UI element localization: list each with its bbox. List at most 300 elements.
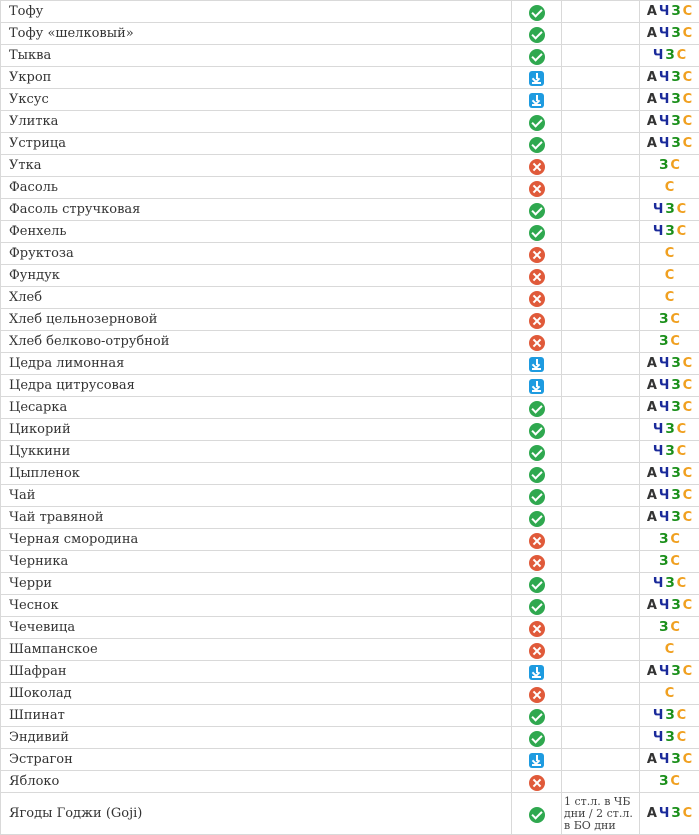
portion-note xyxy=(562,155,640,177)
phase-letter: С xyxy=(683,752,693,767)
phase-letter: С xyxy=(665,268,675,283)
phase-letter: А xyxy=(647,70,657,85)
status-cell xyxy=(512,485,562,507)
phase-letter: З xyxy=(659,532,668,547)
phase-letter: А xyxy=(647,26,657,41)
food-name: Эстрагон xyxy=(1,749,512,771)
phase-letter: Ч xyxy=(659,752,670,767)
food-name: Тофу xyxy=(1,1,512,23)
status-cell xyxy=(512,705,562,727)
table-row xyxy=(1,397,699,419)
status-cell xyxy=(512,397,562,419)
table-row xyxy=(1,23,699,45)
phase-letter: С xyxy=(670,620,680,635)
food-name: Фундук xyxy=(1,265,512,287)
cross-circle-icon xyxy=(529,533,545,549)
phase-letter: З xyxy=(671,114,680,129)
phase-letters xyxy=(640,331,699,353)
phase-letter: С xyxy=(677,708,687,723)
phase-letters xyxy=(640,617,699,639)
phase-letters xyxy=(640,221,699,243)
phase-letters xyxy=(640,111,699,133)
phase-letter: З xyxy=(671,400,680,415)
phase-letter: С xyxy=(683,664,693,679)
phase-letter: А xyxy=(647,4,657,19)
phase-letter: Ч xyxy=(659,598,670,613)
food-name: Цыпленок xyxy=(1,463,512,485)
food-name: Эндивий xyxy=(1,727,512,749)
food-name: Фруктоза xyxy=(1,243,512,265)
phase-letter: З xyxy=(665,224,674,239)
phase-letter: З xyxy=(665,730,674,745)
portion-note xyxy=(562,133,640,155)
table-row xyxy=(1,45,699,67)
phase-letter: С xyxy=(683,92,693,107)
table-row xyxy=(1,639,699,661)
cross-circle-icon xyxy=(529,313,545,329)
check-circle-icon xyxy=(529,5,545,21)
phase-letters xyxy=(640,771,699,793)
phase-letter: С xyxy=(670,554,680,569)
phase-letter: С xyxy=(677,48,687,63)
phase-letters xyxy=(640,793,699,835)
phase-letter: Ч xyxy=(653,708,664,723)
food-name: Яблоко xyxy=(1,771,512,793)
phase-letters xyxy=(640,441,699,463)
phase-letter: З xyxy=(671,752,680,767)
table-row xyxy=(1,331,699,353)
table-row xyxy=(1,353,699,375)
status-cell xyxy=(512,287,562,309)
table-row xyxy=(1,727,699,749)
phase-letter: Ч xyxy=(659,378,670,393)
portion-note xyxy=(562,287,640,309)
portion-note xyxy=(562,89,640,111)
table-row xyxy=(1,771,699,793)
phase-letter: А xyxy=(647,598,657,613)
portion-note xyxy=(562,199,640,221)
portion-note xyxy=(562,353,640,375)
check-circle-icon xyxy=(529,49,545,65)
food-name: Утка xyxy=(1,155,512,177)
status-cell xyxy=(512,375,562,397)
phase-letter: Ч xyxy=(653,576,664,591)
table-row xyxy=(1,177,699,199)
phase-letter: С xyxy=(683,26,693,41)
food-table-body xyxy=(1,1,699,835)
food-name: Цесарка xyxy=(1,397,512,419)
status-cell xyxy=(512,155,562,177)
portion-note xyxy=(562,419,640,441)
phase-letters xyxy=(640,133,699,155)
phase-letter: С xyxy=(665,246,675,261)
portion-note xyxy=(562,45,640,67)
phase-letter: Ч xyxy=(659,664,670,679)
phase-letter: Ч xyxy=(653,422,664,437)
phase-letter: А xyxy=(647,664,657,679)
phase-letter: С xyxy=(670,774,680,789)
phase-letter: Ч xyxy=(659,136,670,151)
portion-note xyxy=(562,617,640,639)
food-name: Хлеб xyxy=(1,287,512,309)
food-name: Цедра цитрусовая xyxy=(1,375,512,397)
phase-letter: Ч xyxy=(659,510,670,525)
food-name: Черная смородина xyxy=(1,529,512,551)
check-circle-icon xyxy=(529,401,545,417)
status-cell xyxy=(512,221,562,243)
phase-letters xyxy=(640,749,699,771)
phase-letter: З xyxy=(671,488,680,503)
phase-letter: Ч xyxy=(659,26,670,41)
cross-circle-icon xyxy=(529,687,545,703)
table-row xyxy=(1,243,699,265)
phase-letter: С xyxy=(670,312,680,327)
food-name: Чеснок xyxy=(1,595,512,617)
phase-letters xyxy=(640,639,699,661)
phase-letter: С xyxy=(665,290,675,305)
food-name: Уксус xyxy=(1,89,512,111)
phase-letter: З xyxy=(665,708,674,723)
phase-letter: С xyxy=(665,686,675,701)
food-name: Шампанское xyxy=(1,639,512,661)
phase-letter: Ч xyxy=(659,466,670,481)
phase-letters xyxy=(640,287,699,309)
status-cell xyxy=(512,551,562,573)
portion-note: 1 ст.л. в ЧБ дни / 2 ст.л. в БО дни xyxy=(562,793,640,835)
phase-letter: Ч xyxy=(653,48,664,63)
phase-letter: А xyxy=(647,806,657,821)
table-row xyxy=(1,419,699,441)
phase-letter: С xyxy=(670,532,680,547)
portion-note xyxy=(562,243,640,265)
portion-note xyxy=(562,265,640,287)
phase-letters xyxy=(640,353,699,375)
check-circle-icon xyxy=(529,489,545,505)
download-icon xyxy=(529,357,544,372)
status-cell xyxy=(512,683,562,705)
cross-circle-icon xyxy=(529,335,545,351)
phase-letter: З xyxy=(659,774,668,789)
portion-note xyxy=(562,111,640,133)
phase-letter: Ч xyxy=(659,92,670,107)
phase-letter: З xyxy=(659,554,668,569)
table-row xyxy=(1,551,699,573)
portion-note xyxy=(562,23,640,45)
phase-letter: С xyxy=(683,466,693,481)
cross-circle-icon xyxy=(529,159,545,175)
portion-note xyxy=(562,661,640,683)
portion-note xyxy=(562,573,640,595)
status-cell xyxy=(512,573,562,595)
phase-letters xyxy=(640,45,699,67)
status-cell xyxy=(512,353,562,375)
food-name: Цикорий xyxy=(1,419,512,441)
phase-letter: А xyxy=(647,466,657,481)
table-row xyxy=(1,793,699,835)
status-cell xyxy=(512,463,562,485)
phase-letter: С xyxy=(677,224,687,239)
food-name: Чай xyxy=(1,485,512,507)
portion-note xyxy=(562,441,640,463)
phase-letter: Ч xyxy=(659,4,670,19)
portion-note xyxy=(562,529,640,551)
phase-letters xyxy=(640,683,699,705)
download-icon xyxy=(529,93,544,108)
food-name: Тофу «шелковый» xyxy=(1,23,512,45)
check-circle-icon xyxy=(529,731,545,747)
download-icon xyxy=(529,71,544,86)
portion-note xyxy=(562,485,640,507)
phase-letter: А xyxy=(647,400,657,415)
phase-letter: С xyxy=(683,114,693,129)
portion-note xyxy=(562,595,640,617)
table-row xyxy=(1,199,699,221)
phase-letter: С xyxy=(683,356,693,371)
check-circle-icon xyxy=(529,445,545,461)
portion-note xyxy=(562,463,640,485)
table-row xyxy=(1,683,699,705)
status-cell xyxy=(512,45,562,67)
portion-note xyxy=(562,309,640,331)
phase-letter: Ч xyxy=(659,114,670,129)
portion-note xyxy=(562,683,640,705)
status-cell xyxy=(512,111,562,133)
food-name: Чечевица xyxy=(1,617,512,639)
phase-letter: З xyxy=(671,378,680,393)
food-name: Черри xyxy=(1,573,512,595)
phase-letter: С xyxy=(670,334,680,349)
phase-letter: С xyxy=(665,180,675,195)
food-name: Фенхель xyxy=(1,221,512,243)
phase-letter: А xyxy=(647,114,657,129)
phase-letter: З xyxy=(659,334,668,349)
phase-letters xyxy=(640,397,699,419)
check-circle-icon xyxy=(529,709,545,725)
phase-letter: С xyxy=(683,70,693,85)
table-row xyxy=(1,507,699,529)
phase-letters xyxy=(640,67,699,89)
phase-letters xyxy=(640,23,699,45)
table-row xyxy=(1,221,699,243)
table-row xyxy=(1,661,699,683)
table-row xyxy=(1,749,699,771)
food-name: Шпинат xyxy=(1,705,512,727)
status-cell xyxy=(512,727,562,749)
phase-letter: С xyxy=(677,576,687,591)
food-name: Фасоль стручковая xyxy=(1,199,512,221)
phase-letter: А xyxy=(647,136,657,151)
table-row xyxy=(1,265,699,287)
phase-letter: З xyxy=(671,4,680,19)
table-row xyxy=(1,705,699,727)
food-name: Фасоль xyxy=(1,177,512,199)
portion-note xyxy=(562,1,640,23)
cross-circle-icon xyxy=(529,181,545,197)
phase-letter: С xyxy=(683,598,693,613)
phase-letter: С xyxy=(683,806,693,821)
phase-letter: С xyxy=(665,642,675,657)
food-name: Хлеб белково-отрубной xyxy=(1,331,512,353)
check-circle-icon xyxy=(529,225,545,241)
table-row xyxy=(1,287,699,309)
phase-letter: С xyxy=(670,158,680,173)
download-icon xyxy=(529,379,544,394)
phase-letter: Ч xyxy=(653,444,664,459)
table-row xyxy=(1,595,699,617)
status-cell xyxy=(512,89,562,111)
food-name: Черника xyxy=(1,551,512,573)
food-name: Ягоды Годжи (Goji) xyxy=(1,793,512,835)
phase-letter: З xyxy=(665,48,674,63)
phase-letter: Ч xyxy=(653,202,664,217)
status-cell xyxy=(512,771,562,793)
table-row xyxy=(1,111,699,133)
cross-circle-icon xyxy=(529,643,545,659)
status-cell xyxy=(512,23,562,45)
phase-letter: З xyxy=(665,202,674,217)
food-name: Тыква xyxy=(1,45,512,67)
status-cell xyxy=(512,243,562,265)
phase-letter: С xyxy=(677,422,687,437)
portion-note xyxy=(562,375,640,397)
food-name: Шафран xyxy=(1,661,512,683)
portion-note xyxy=(562,177,640,199)
phase-letter: З xyxy=(665,444,674,459)
phase-letter: Ч xyxy=(659,70,670,85)
phase-letter: А xyxy=(647,510,657,525)
phase-letter: З xyxy=(671,92,680,107)
phase-letters xyxy=(640,1,699,23)
status-cell xyxy=(512,309,562,331)
phase-letters xyxy=(640,529,699,551)
portion-note xyxy=(562,749,640,771)
table-row xyxy=(1,375,699,397)
phase-letters xyxy=(640,661,699,683)
portion-note xyxy=(562,67,640,89)
phase-letter: Ч xyxy=(659,356,670,371)
status-cell xyxy=(512,595,562,617)
phase-letters xyxy=(640,727,699,749)
phase-letter: З xyxy=(671,806,680,821)
phase-letter: З xyxy=(659,312,668,327)
phase-letter: З xyxy=(659,620,668,635)
phase-letter: З xyxy=(665,576,674,591)
phase-letters xyxy=(640,375,699,397)
phase-letters xyxy=(640,155,699,177)
phase-letters xyxy=(640,705,699,727)
status-cell xyxy=(512,639,562,661)
status-cell xyxy=(512,749,562,771)
phase-letter: С xyxy=(683,378,693,393)
cross-circle-icon xyxy=(529,775,545,791)
food-name: Цуккини xyxy=(1,441,512,463)
phase-letter: З xyxy=(671,598,680,613)
phase-letter: С xyxy=(683,136,693,151)
phase-letter: Ч xyxy=(659,400,670,415)
phase-letter: З xyxy=(671,26,680,41)
check-circle-icon xyxy=(529,577,545,593)
phase-letters xyxy=(640,419,699,441)
table-row xyxy=(1,441,699,463)
phase-letter: С xyxy=(683,488,693,503)
table-row xyxy=(1,529,699,551)
food-name: Чай травяной xyxy=(1,507,512,529)
download-icon xyxy=(529,753,544,768)
phase-letters xyxy=(640,309,699,331)
status-cell xyxy=(512,331,562,353)
phase-letter: А xyxy=(647,378,657,393)
status-cell xyxy=(512,133,562,155)
portion-note xyxy=(562,727,640,749)
phase-letters xyxy=(640,595,699,617)
phase-letter: С xyxy=(683,4,693,19)
check-circle-icon xyxy=(529,511,545,527)
check-circle-icon xyxy=(529,27,545,43)
phase-letter: З xyxy=(671,466,680,481)
table-row xyxy=(1,133,699,155)
table-row xyxy=(1,67,699,89)
status-cell xyxy=(512,661,562,683)
table-row xyxy=(1,89,699,111)
phase-letter: З xyxy=(665,422,674,437)
status-cell xyxy=(512,507,562,529)
phase-letter: З xyxy=(671,356,680,371)
phase-letter: Ч xyxy=(659,806,670,821)
status-cell xyxy=(512,529,562,551)
portion-note xyxy=(562,705,640,727)
food-name: Шоколад xyxy=(1,683,512,705)
portion-note xyxy=(562,771,640,793)
table-row xyxy=(1,617,699,639)
table-row xyxy=(1,485,699,507)
table-row xyxy=(1,155,699,177)
check-circle-icon xyxy=(529,137,545,153)
phase-letter: З xyxy=(671,70,680,85)
phase-letters xyxy=(640,199,699,221)
status-cell xyxy=(512,265,562,287)
phase-letters xyxy=(640,265,699,287)
cross-circle-icon xyxy=(529,621,545,637)
status-cell xyxy=(512,67,562,89)
phase-letters xyxy=(640,551,699,573)
portion-note xyxy=(562,331,640,353)
phase-letter: А xyxy=(647,356,657,371)
phase-letter: З xyxy=(671,510,680,525)
check-circle-icon xyxy=(529,467,545,483)
cross-circle-icon xyxy=(529,269,545,285)
food-name: Улитка xyxy=(1,111,512,133)
phase-letter: А xyxy=(647,488,657,503)
food-name: Устрица xyxy=(1,133,512,155)
portion-note xyxy=(562,221,640,243)
status-cell xyxy=(512,617,562,639)
phase-letter: З xyxy=(671,664,680,679)
portion-note xyxy=(562,507,640,529)
food-name: Укроп xyxy=(1,67,512,89)
table-row xyxy=(1,309,699,331)
status-cell xyxy=(512,419,562,441)
phase-letters xyxy=(640,463,699,485)
phase-letter: З xyxy=(659,158,668,173)
check-circle-icon xyxy=(529,423,545,439)
check-circle-icon xyxy=(529,599,545,615)
cross-circle-icon xyxy=(529,555,545,571)
phase-letters xyxy=(640,177,699,199)
phase-letter: Ч xyxy=(653,730,664,745)
phase-letters xyxy=(640,507,699,529)
phase-letters xyxy=(640,243,699,265)
cross-circle-icon xyxy=(529,291,545,307)
